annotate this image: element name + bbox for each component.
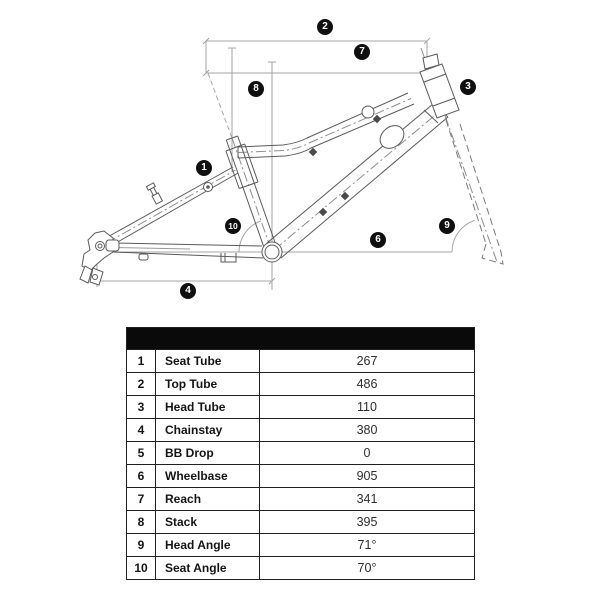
row-value: 395 [356,515,378,529]
row-value: 110 [357,400,377,414]
row-number: 3 [127,396,156,418]
row-label: Chainstay [156,419,260,441]
table-row [127,556,474,579]
row-value: 267 [356,354,378,368]
geometry-table [126,327,475,580]
row-label: Seat Tube [156,350,260,372]
row-number: 4 [127,419,156,441]
callout-seat-angle: 10 [225,218,241,234]
row-label: Stack [156,511,260,533]
row-value: 70° [357,561,377,575]
callout-stack: 8 [248,81,264,97]
row-value: 905 [356,469,378,483]
row-number: 7 [127,488,156,510]
row-number: 5 [127,442,156,464]
callout-head-angle: 9 [439,218,455,234]
row-number: 1 [127,350,156,372]
row-number: 9 [127,534,156,556]
callout-head-tube: 3 [460,79,476,95]
row-number: 6 [127,465,156,487]
callout-top-tube: 2 [317,19,333,35]
callout-wheelbase: 6 [370,232,386,248]
callout-reach: 7 [354,44,370,60]
row-value: 341 [356,492,378,506]
table-row [127,487,474,510]
row-value: 0 [363,446,371,460]
callout-chainstay: 4 [180,283,196,299]
table-row [127,533,474,556]
table-row [127,349,474,372]
row-label: Head Tube [156,396,260,418]
row-number: 2 [127,373,156,395]
callout-seat-tube: 1 [196,160,212,176]
row-label: Wheelbase [156,465,260,487]
table-row [127,372,474,395]
row-number: 8 [127,511,156,533]
row-value: 380 [356,423,378,437]
table-row [127,418,474,441]
row-label: Seat Angle [156,557,260,579]
row-number: 10 [127,557,156,579]
table-header-bar [127,328,474,349]
table-row [127,510,474,533]
row-label: Reach [156,488,260,510]
table-body [127,349,474,579]
table-row [127,441,474,464]
row-label: BB Drop [156,442,260,464]
row-label: Head Angle [156,534,260,556]
row-label: Top Tube [156,373,260,395]
table-row [127,395,474,418]
table-row [127,464,474,487]
row-value: 71° [357,538,377,552]
row-value: 486 [356,377,378,391]
